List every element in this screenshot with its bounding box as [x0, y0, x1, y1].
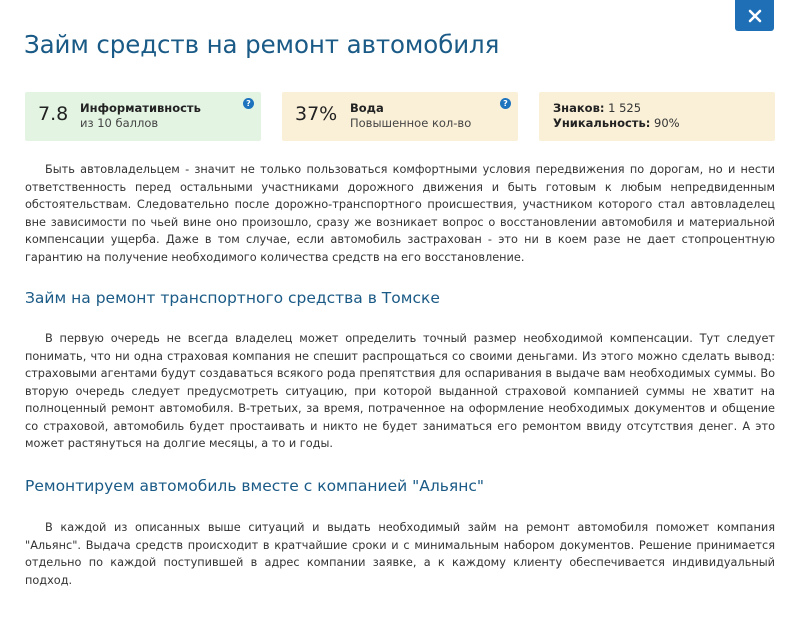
water-label: Вода	[350, 101, 384, 115]
section-heading-alliance: Ремонтируем автомобиль вместе с компанией "Альянс"	[25, 477, 485, 495]
uniqueness	[553, 116, 680, 130]
uniqueness-value: 90%	[654, 116, 680, 130]
close-button[interactable]	[735, 0, 774, 31]
section-paragraph-tomsk: В первую очередь не всегда владелец может определить точный размер необходимой компенсации. Тут следует понимать, что ни одна страховая компания не спешит распрощаться со своими деньгами. Из этого можно сделать вывод: страховыми агентами будут создаваться всякого рода препятствия для оспаривания в выдаче вам необходимых суммы. Во вторую очередь следует предусмотреть ситуацию, при которой выданной страховой компанией суммы не хватит на полноценный ремонт автомобиля. В-третьих, за время, потраченное на оформление необходимых документов и общение со страховой, автомобиль будет простаивать и никто не будет заниматься его ремонтом ввиду отсутствия денег. А это может растянуться на долгие месяцы, а то и годы.	[25, 332, 775, 450]
uniqueness-label: Уникальность:	[553, 116, 651, 130]
page-title: Займ средств на ремонт автомобиля	[24, 30, 500, 59]
water-percent: 37%	[295, 103, 338, 125]
chars-value: 1 525	[608, 101, 642, 115]
informativeness-score: 7.8	[38, 103, 69, 125]
informativeness-label: Информативность	[80, 101, 201, 115]
section-paragraph-alliance: В каждой из описанных выше ситуаций и выдать необходимый займ на ремонт автомобиля поможет компания "Альянс". Выдача средств происходит в кратчайшие сроки и с минимальным набором документов. Решение принимается отдельно по каждой поступившей в адрес компании заявке, а к каждому клиенту обеспечивается индивидуальный подход.	[25, 521, 775, 587]
help-icon[interactable]: ?	[500, 98, 511, 109]
intro-paragraph: Быть автовладельцем - значит не только пользоваться комфортными условия передвижения по дорогам, но и нести ответственность перед остальными участниками дорожного движения и быть готовым к любым непредвиденным обстоятельствам. Следовательно после дорожно-транспортного происшествия, участником которого стал автовладелец вне зависимости по чьей вине оно произошло, сразу же возникает вопрос о восстановлении автомобиля и материальной компенсации ущерба. Даже в том случае, если автомобиль застрахован - это ни в коем разе не дает стопроцентную гарантию на получение необходимого количества средств на его восстановление.	[25, 163, 775, 264]
informativeness-sub: из 10 баллов	[80, 116, 159, 130]
close-icon	[748, 9, 762, 23]
water-card	[282, 92, 518, 141]
section-heading-tomsk: Займ на ремонт транспортного средства в Томске	[25, 289, 440, 307]
chars-label: Знаков:	[553, 101, 605, 115]
informativeness-card	[25, 92, 261, 141]
text-stats-card	[539, 92, 775, 141]
help-icon[interactable]: ?	[243, 98, 254, 109]
water-sub: Повышенное кол-во	[350, 116, 472, 130]
chars-count	[553, 101, 641, 115]
